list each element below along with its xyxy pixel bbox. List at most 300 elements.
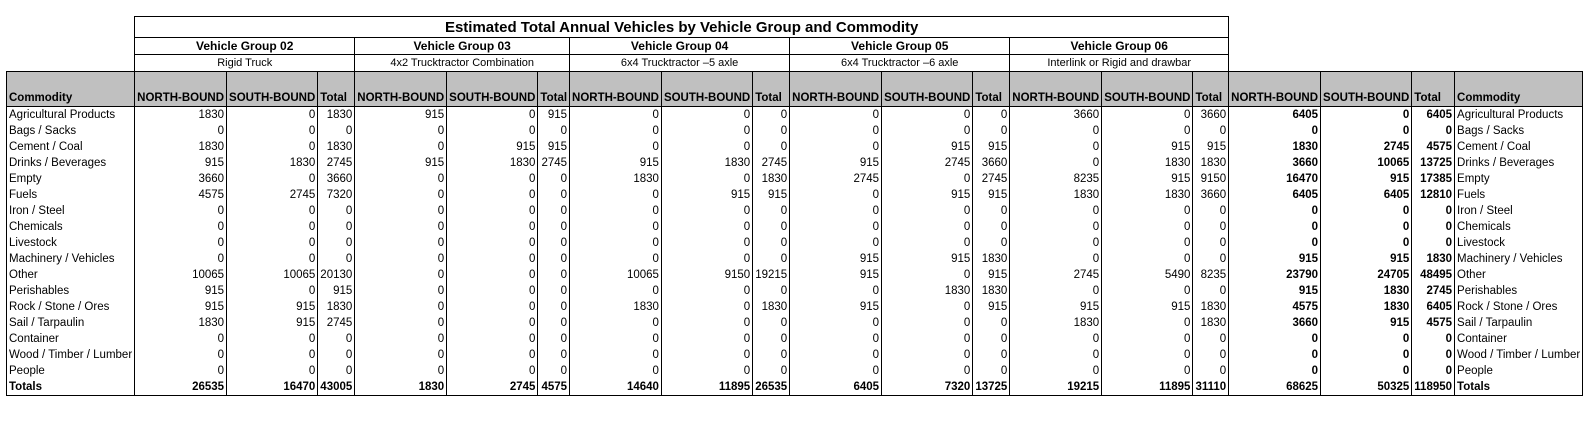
value-cell: 0 xyxy=(135,363,227,379)
value-cell: 2745 xyxy=(1010,267,1102,283)
value-cell: 0 xyxy=(753,123,790,139)
overall-total-cell: 915 xyxy=(1229,251,1321,267)
value-cell: 0 xyxy=(447,267,538,283)
value-cell: 0 xyxy=(538,299,570,315)
value-cell: 2745 xyxy=(753,155,790,171)
value-cell: 0 xyxy=(790,107,882,124)
value-cell: 915 xyxy=(135,283,227,299)
group-name: Vehicle Group 04 xyxy=(570,38,790,55)
value-cell: 0 xyxy=(882,171,973,187)
value-cell: 915 xyxy=(882,139,973,155)
value-cell: 915 xyxy=(882,251,973,267)
value-cell: 0 xyxy=(318,363,355,379)
value-cell: 0 xyxy=(661,251,752,267)
value-cell: 915 xyxy=(447,139,538,155)
value-cell: 0 xyxy=(355,347,447,363)
value-cell: 0 xyxy=(661,315,752,331)
table-title: Estimated Total Annual Vehicles by Vehicle Group and Commodity xyxy=(135,17,1229,38)
commodity-cell: Cement / Coal xyxy=(7,139,135,155)
totals-row xyxy=(7,379,1583,396)
group-name: Vehicle Group 05 xyxy=(790,38,1010,55)
value-cell: 10065 xyxy=(227,267,318,283)
value-cell: 0 xyxy=(1193,219,1229,235)
table-row xyxy=(7,283,1583,299)
value-cell: 1830 xyxy=(227,155,318,171)
commodity-cell: Drinks / Beverages xyxy=(7,155,135,171)
value-cell: 0 xyxy=(1102,315,1193,331)
value-cell: 0 xyxy=(973,363,1010,379)
value-cell: 0 xyxy=(882,235,973,251)
value-cell: 915 xyxy=(882,187,973,203)
value-cell: 1830 xyxy=(1102,187,1193,203)
value-cell: 0 xyxy=(355,187,447,203)
overall-total-cell: 0 xyxy=(1412,203,1455,219)
value-cell: 0 xyxy=(447,203,538,219)
overall-total-cell: 3660 xyxy=(1229,155,1321,171)
value-cell: 26535 xyxy=(753,379,790,396)
value-cell: 915 xyxy=(1193,139,1229,155)
total-header: Total xyxy=(318,72,355,107)
overall-total-cell: 0 xyxy=(1321,219,1412,235)
value-cell: 0 xyxy=(661,107,752,124)
commodity-header-right: Commodity xyxy=(1455,72,1583,107)
value-cell: 915 xyxy=(355,155,447,171)
value-cell: 915 xyxy=(227,299,318,315)
value-cell: 0 xyxy=(538,315,570,331)
value-cell: 0 xyxy=(227,331,318,347)
value-cell: 1830 xyxy=(355,379,447,396)
overall-total-cell: 0 xyxy=(1412,123,1455,139)
value-cell: 1830 xyxy=(1193,155,1229,171)
value-cell: 0 xyxy=(227,171,318,187)
value-cell: 0 xyxy=(1193,123,1229,139)
value-cell: 915 xyxy=(973,299,1010,315)
value-cell: 0 xyxy=(661,363,752,379)
value-cell: 0 xyxy=(882,347,973,363)
commodity-cell: Wood / Timber / Lumber xyxy=(7,347,135,363)
value-cell: 19215 xyxy=(753,267,790,283)
commodity-cell: Fuels xyxy=(7,187,135,203)
northbound-header: NORTH-BOUND xyxy=(135,72,227,107)
commodity-cell: Sail / Tarpaulin xyxy=(7,315,135,331)
value-cell: 0 xyxy=(538,203,570,219)
value-cell: 2745 xyxy=(447,379,538,396)
commodity-cell: Empty xyxy=(7,171,135,187)
value-cell: 0 xyxy=(570,363,662,379)
value-cell: 915 xyxy=(753,187,790,203)
overall-total-cell: 0 xyxy=(1412,347,1455,363)
value-cell: 0 xyxy=(882,203,973,219)
table-row xyxy=(7,363,1583,379)
value-cell: 2745 xyxy=(538,155,570,171)
value-cell: 915 xyxy=(570,155,662,171)
value-cell: 0 xyxy=(973,123,1010,139)
value-cell: 1830 xyxy=(135,315,227,331)
value-cell: 16470 xyxy=(227,379,318,396)
value-cell: 0 xyxy=(570,203,662,219)
value-cell: 0 xyxy=(538,235,570,251)
group-name: Vehicle Group 03 xyxy=(355,38,570,55)
value-cell: 0 xyxy=(318,123,355,139)
overall-total-cell: 6405 xyxy=(1412,107,1455,124)
value-cell: 20130 xyxy=(318,267,355,283)
table-row xyxy=(7,203,1583,219)
table-row xyxy=(7,331,1583,347)
value-cell: 0 xyxy=(355,139,447,155)
value-cell: 0 xyxy=(661,139,752,155)
value-cell: 1830 xyxy=(318,139,355,155)
value-cell: 0 xyxy=(790,347,882,363)
value-cell: 0 xyxy=(570,123,662,139)
value-cell: 0 xyxy=(790,219,882,235)
value-cell: 915 xyxy=(318,283,355,299)
value-cell: 0 xyxy=(790,331,882,347)
commodity-cell: Agricultural Products xyxy=(7,107,135,124)
value-cell: 1830 xyxy=(882,283,973,299)
value-cell: 0 xyxy=(1193,235,1229,251)
value-cell: 0 xyxy=(227,139,318,155)
value-cell: 0 xyxy=(1010,123,1102,139)
value-cell: 0 xyxy=(1193,331,1229,347)
commodity-cell-right: Sail / Tarpaulin xyxy=(1455,315,1583,331)
commodity-cell-right: Agricultural Products xyxy=(1455,107,1583,124)
overall-total-cell: 0 xyxy=(1321,235,1412,251)
value-cell: 0 xyxy=(661,235,752,251)
group-name: Vehicle Group 06 xyxy=(1010,38,1229,55)
value-cell: 0 xyxy=(355,251,447,267)
value-cell: 0 xyxy=(1193,347,1229,363)
value-cell: 0 xyxy=(1010,283,1102,299)
value-cell: 0 xyxy=(882,219,973,235)
value-cell: 11895 xyxy=(661,379,752,396)
value-cell: 0 xyxy=(227,107,318,124)
value-cell: 0 xyxy=(1102,331,1193,347)
overall-total-cell: 0 xyxy=(1229,363,1321,379)
value-cell: 0 xyxy=(355,203,447,219)
value-cell: 915 xyxy=(227,315,318,331)
value-cell: 0 xyxy=(661,203,752,219)
value-cell: 0 xyxy=(1102,107,1193,124)
value-cell: 0 xyxy=(538,283,570,299)
value-cell: 0 xyxy=(570,235,662,251)
total-header: Total xyxy=(1412,72,1455,107)
value-cell: 1830 xyxy=(318,299,355,315)
value-cell: 3660 xyxy=(973,155,1010,171)
value-cell: 0 xyxy=(1102,219,1193,235)
overall-total-cell: 0 xyxy=(1229,203,1321,219)
overall-total-cell: 2745 xyxy=(1412,283,1455,299)
value-cell: 0 xyxy=(318,235,355,251)
value-cell: 0 xyxy=(1102,283,1193,299)
overall-total-cell: 0 xyxy=(1412,219,1455,235)
table-body xyxy=(7,107,1583,396)
value-cell: 0 xyxy=(447,171,538,187)
value-cell: 0 xyxy=(538,347,570,363)
value-cell: 0 xyxy=(570,251,662,267)
value-cell: 26535 xyxy=(135,379,227,396)
value-cell: 0 xyxy=(355,267,447,283)
table-row xyxy=(7,123,1583,139)
group-description: Interlink or Rigid and drawbar xyxy=(1010,55,1229,72)
value-cell: 0 xyxy=(538,331,570,347)
commodity-cell-right: Iron / Steel xyxy=(1455,203,1583,219)
value-cell: 915 xyxy=(538,139,570,155)
overall-total-cell: 0 xyxy=(1412,363,1455,379)
southbound-header: SOUTH-BOUND xyxy=(447,72,538,107)
value-cell: 0 xyxy=(447,363,538,379)
overall-total-cell: 1830 xyxy=(1321,283,1412,299)
value-cell: 1830 xyxy=(135,107,227,124)
value-cell: 0 xyxy=(447,283,538,299)
value-cell: 10065 xyxy=(570,267,662,283)
value-cell: 0 xyxy=(1193,251,1229,267)
value-cell: 0 xyxy=(227,347,318,363)
value-cell: 3660 xyxy=(1010,107,1102,124)
value-cell: 0 xyxy=(1102,251,1193,267)
value-cell: 0 xyxy=(135,331,227,347)
value-cell: 0 xyxy=(1010,251,1102,267)
value-cell: 0 xyxy=(447,123,538,139)
value-cell: 0 xyxy=(1010,155,1102,171)
value-cell: 0 xyxy=(570,219,662,235)
overall-total-cell: 6405 xyxy=(1229,187,1321,203)
value-cell: 915 xyxy=(1102,139,1193,155)
value-cell: 0 xyxy=(135,219,227,235)
table-row xyxy=(7,347,1583,363)
commodity-cell-right: Container xyxy=(1455,331,1583,347)
value-cell: 0 xyxy=(447,219,538,235)
value-cell: 1830 xyxy=(973,283,1010,299)
group-description: 6x4 Trucktractor –6 axle xyxy=(790,55,1010,72)
column-header-row xyxy=(7,72,1583,107)
value-cell: 0 xyxy=(318,251,355,267)
commodity-cell-right: Perishables xyxy=(1455,283,1583,299)
southbound-header: SOUTH-BOUND xyxy=(661,72,752,107)
value-cell: 14640 xyxy=(570,379,662,396)
value-cell: 915 xyxy=(135,155,227,171)
commodity-cell: Other xyxy=(7,267,135,283)
overall-total-cell: 1830 xyxy=(1412,251,1455,267)
value-cell: 0 xyxy=(753,347,790,363)
commodity-cell-right: Wood / Timber / Lumber xyxy=(1455,347,1583,363)
value-cell: 1830 xyxy=(318,107,355,124)
value-cell: 6405 xyxy=(790,379,882,396)
value-cell: 0 xyxy=(1102,203,1193,219)
value-cell: 1830 xyxy=(973,251,1010,267)
value-cell: 0 xyxy=(1193,363,1229,379)
value-cell: 0 xyxy=(1102,363,1193,379)
value-cell: 0 xyxy=(661,219,752,235)
value-cell: 0 xyxy=(318,203,355,219)
value-cell: 0 xyxy=(570,139,662,155)
overall-total-cell: 4575 xyxy=(1229,299,1321,315)
overall-total-cell: 0 xyxy=(1229,123,1321,139)
overall-total-cell: 48495 xyxy=(1412,267,1455,283)
value-cell: 915 xyxy=(973,187,1010,203)
overall-total-cell: 915 xyxy=(1321,315,1412,331)
value-cell: 4575 xyxy=(135,187,227,203)
value-cell: 0 xyxy=(1193,283,1229,299)
value-cell: 1830 xyxy=(753,299,790,315)
value-cell: 0 xyxy=(318,219,355,235)
overall-total-cell: 4575 xyxy=(1412,139,1455,155)
commodity-cell: Container xyxy=(7,331,135,347)
commodity-cell: Machinery / Vehicles xyxy=(7,251,135,267)
value-cell: 0 xyxy=(973,347,1010,363)
value-cell: 5490 xyxy=(1102,267,1193,283)
value-cell: 0 xyxy=(661,299,752,315)
group-description: Rigid Truck xyxy=(135,55,355,72)
overall-total-cell: 0 xyxy=(1321,331,1412,347)
commodity-header: Commodity xyxy=(7,72,135,107)
table-row xyxy=(7,299,1583,315)
value-cell: 0 xyxy=(355,235,447,251)
total-header: Total xyxy=(538,72,570,107)
value-cell: 3660 xyxy=(135,171,227,187)
value-cell: 0 xyxy=(355,219,447,235)
value-cell: 2745 xyxy=(882,155,973,171)
value-cell: 1830 xyxy=(135,139,227,155)
value-cell: 0 xyxy=(538,187,570,203)
value-cell: 0 xyxy=(135,123,227,139)
value-cell: 0 xyxy=(973,235,1010,251)
value-cell: 0 xyxy=(882,315,973,331)
value-cell: 0 xyxy=(227,219,318,235)
commodity-cell: Livestock xyxy=(7,235,135,251)
value-cell: 31110 xyxy=(1193,379,1229,396)
value-cell: 0 xyxy=(570,283,662,299)
value-cell: 0 xyxy=(227,251,318,267)
overall-total-cell: 6405 xyxy=(1412,299,1455,315)
value-cell: 1830 xyxy=(447,155,538,171)
value-cell: 0 xyxy=(447,251,538,267)
value-cell: 0 xyxy=(973,331,1010,347)
value-cell: 0 xyxy=(661,171,752,187)
southbound-header: SOUTH-BOUND xyxy=(1102,72,1193,107)
value-cell: 0 xyxy=(538,123,570,139)
overall-total-cell: 915 xyxy=(1321,251,1412,267)
value-cell: 0 xyxy=(570,315,662,331)
value-cell: 9150 xyxy=(1193,171,1229,187)
value-cell: 0 xyxy=(661,283,752,299)
value-cell: 0 xyxy=(447,315,538,331)
overall-total-cell: 0 xyxy=(1229,219,1321,235)
overall-total-cell: 13725 xyxy=(1412,155,1455,171)
table-row xyxy=(7,139,1583,155)
value-cell: 915 xyxy=(135,299,227,315)
value-cell: 0 xyxy=(753,315,790,331)
value-cell: 915 xyxy=(355,107,447,124)
overall-total-cell: 0 xyxy=(1321,363,1412,379)
value-cell: 0 xyxy=(1010,331,1102,347)
value-cell: 1830 xyxy=(570,171,662,187)
value-cell: 8235 xyxy=(1010,171,1102,187)
overall-total-cell: 6405 xyxy=(1321,187,1412,203)
overall-total-cell: 12810 xyxy=(1412,187,1455,203)
value-cell: 0 xyxy=(753,331,790,347)
value-cell: 0 xyxy=(135,251,227,267)
value-cell: 0 xyxy=(1102,123,1193,139)
value-cell: 0 xyxy=(753,219,790,235)
value-cell: 0 xyxy=(135,347,227,363)
value-cell: 915 xyxy=(1102,171,1193,187)
value-cell: 2745 xyxy=(973,171,1010,187)
overall-total-cell: 0 xyxy=(1412,331,1455,347)
value-cell: 0 xyxy=(753,251,790,267)
value-cell: 43005 xyxy=(318,379,355,396)
value-cell: 915 xyxy=(1010,299,1102,315)
value-cell: 0 xyxy=(227,283,318,299)
value-cell: 19215 xyxy=(1010,379,1102,396)
commodity-cell-right: Rock / Stone / Ores xyxy=(1455,299,1583,315)
value-cell: 4575 xyxy=(538,379,570,396)
total-header: Total xyxy=(1193,72,1229,107)
value-cell: 0 xyxy=(790,187,882,203)
table-row xyxy=(7,155,1583,171)
overall-total-cell: 0 xyxy=(1321,347,1412,363)
value-cell: 0 xyxy=(790,203,882,219)
value-cell: 2745 xyxy=(790,171,882,187)
northbound-header: NORTH-BOUND xyxy=(355,72,447,107)
value-cell: 915 xyxy=(973,139,1010,155)
value-cell: 9150 xyxy=(661,267,752,283)
commodity-cell-right: Bags / Sacks xyxy=(1455,123,1583,139)
value-cell: 0 xyxy=(753,283,790,299)
value-cell: 0 xyxy=(790,283,882,299)
value-cell: 1830 xyxy=(1102,155,1193,171)
value-cell: 1830 xyxy=(1193,299,1229,315)
table-row xyxy=(7,235,1583,251)
value-cell: 0 xyxy=(882,363,973,379)
table-row xyxy=(7,219,1583,235)
value-cell: 2745 xyxy=(227,187,318,203)
value-cell: 0 xyxy=(318,347,355,363)
vehicle-commodity-table xyxy=(6,16,1583,396)
value-cell: 0 xyxy=(753,235,790,251)
value-cell: 0 xyxy=(355,171,447,187)
commodity-cell-right: Other xyxy=(1455,267,1583,283)
value-cell: 1830 xyxy=(753,171,790,187)
value-cell: 8235 xyxy=(1193,267,1229,283)
overall-total-cell: 1830 xyxy=(1321,299,1412,315)
value-cell: 915 xyxy=(1102,299,1193,315)
value-cell: 0 xyxy=(135,203,227,219)
value-cell: 0 xyxy=(1010,235,1102,251)
commodity-cell: Rock / Stone / Ores xyxy=(7,299,135,315)
value-cell: 1830 xyxy=(1010,187,1102,203)
value-cell: 0 xyxy=(882,331,973,347)
value-cell: 0 xyxy=(570,331,662,347)
value-cell: 13725 xyxy=(973,379,1010,396)
southbound-header: SOUTH-BOUND xyxy=(882,72,973,107)
value-cell: 0 xyxy=(1010,347,1102,363)
value-cell: 915 xyxy=(790,267,882,283)
value-cell: 915 xyxy=(790,251,882,267)
value-cell: 0 xyxy=(447,347,538,363)
southbound-header: SOUTH-BOUND xyxy=(227,72,318,107)
value-cell: 0 xyxy=(538,363,570,379)
value-cell: 0 xyxy=(661,331,752,347)
value-cell: 0 xyxy=(318,331,355,347)
value-cell: 0 xyxy=(447,187,538,203)
northbound-header: NORTH-BOUND xyxy=(790,72,882,107)
value-cell: 3660 xyxy=(318,171,355,187)
overall-total-cell: 68625 xyxy=(1229,379,1321,396)
value-cell: 3660 xyxy=(1193,187,1229,203)
commodity-cell-right: Totals xyxy=(1455,379,1583,396)
overall-total-cell: 23790 xyxy=(1229,267,1321,283)
overall-total-cell: 16470 xyxy=(1229,171,1321,187)
